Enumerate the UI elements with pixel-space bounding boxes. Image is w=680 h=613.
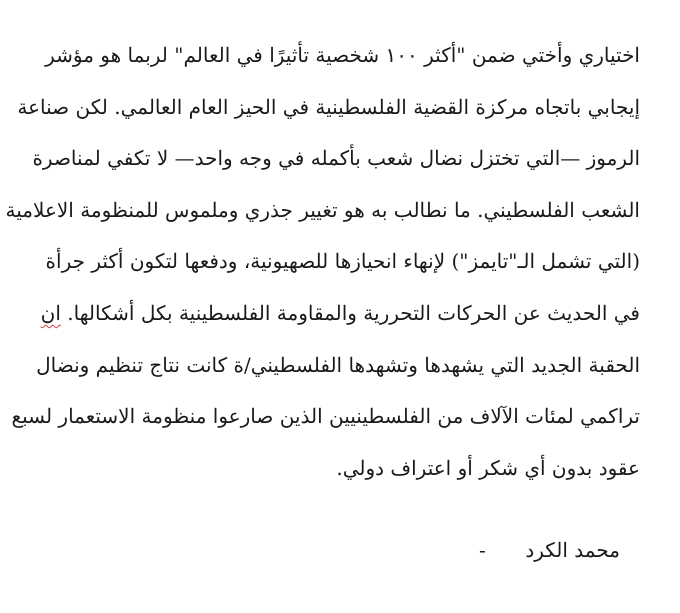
text-line-5: (التي تشمل الـ"تايمز") لإنهاء انحيازها للصهيونية، ودفعها لتكون أكثر جرأة bbox=[45, 249, 640, 274]
signature bbox=[320, 535, 620, 565]
text-line-4: الشعب الفلسطيني. ما نطالب به هو تغيير جذري وملموس للمنظومة الاعلامية bbox=[5, 197, 640, 222]
text-line-9: عقود بدون أي شكر أو اعتراف دولي. bbox=[336, 455, 640, 480]
text-line-1: اختياري وأختي ضمن "أكثر ١٠٠ شخصية تأثيرًا في العالم" لربما هو مؤشر bbox=[45, 43, 640, 67]
text-line-6-main: في الحديث عن الحركات التحررية والمقاومة الفلسطينية بكل أشكالها. bbox=[67, 300, 640, 325]
spellcheck-word: ان bbox=[40, 300, 61, 325]
body-paragraph bbox=[5, 30, 640, 494]
text-line-7: الحقبة الجديد التي يشهدها وتشهدها الفلسطيني/ة كانت نتاج تنظيم ونضال bbox=[36, 352, 640, 377]
text-line-3: الرموز —التي تختزل نضال شعب بأكمله في وجه واحد— لا تكفي لمناصرة bbox=[32, 146, 640, 171]
text-line-2: إيجابي باتجاه مركزة القضية الفلسطينية في الحيز العام العالمي. لكن صناعة bbox=[17, 94, 640, 119]
text-line-6 bbox=[40, 288, 640, 340]
signature-dash: - bbox=[478, 538, 486, 562]
signature-name: محمد الكرد bbox=[525, 538, 620, 562]
text-line-8: تراكمي لمئات الآلاف من الفلسطينيين الذين صارعوا منظومة الاستعمار لسبع bbox=[11, 404, 640, 429]
